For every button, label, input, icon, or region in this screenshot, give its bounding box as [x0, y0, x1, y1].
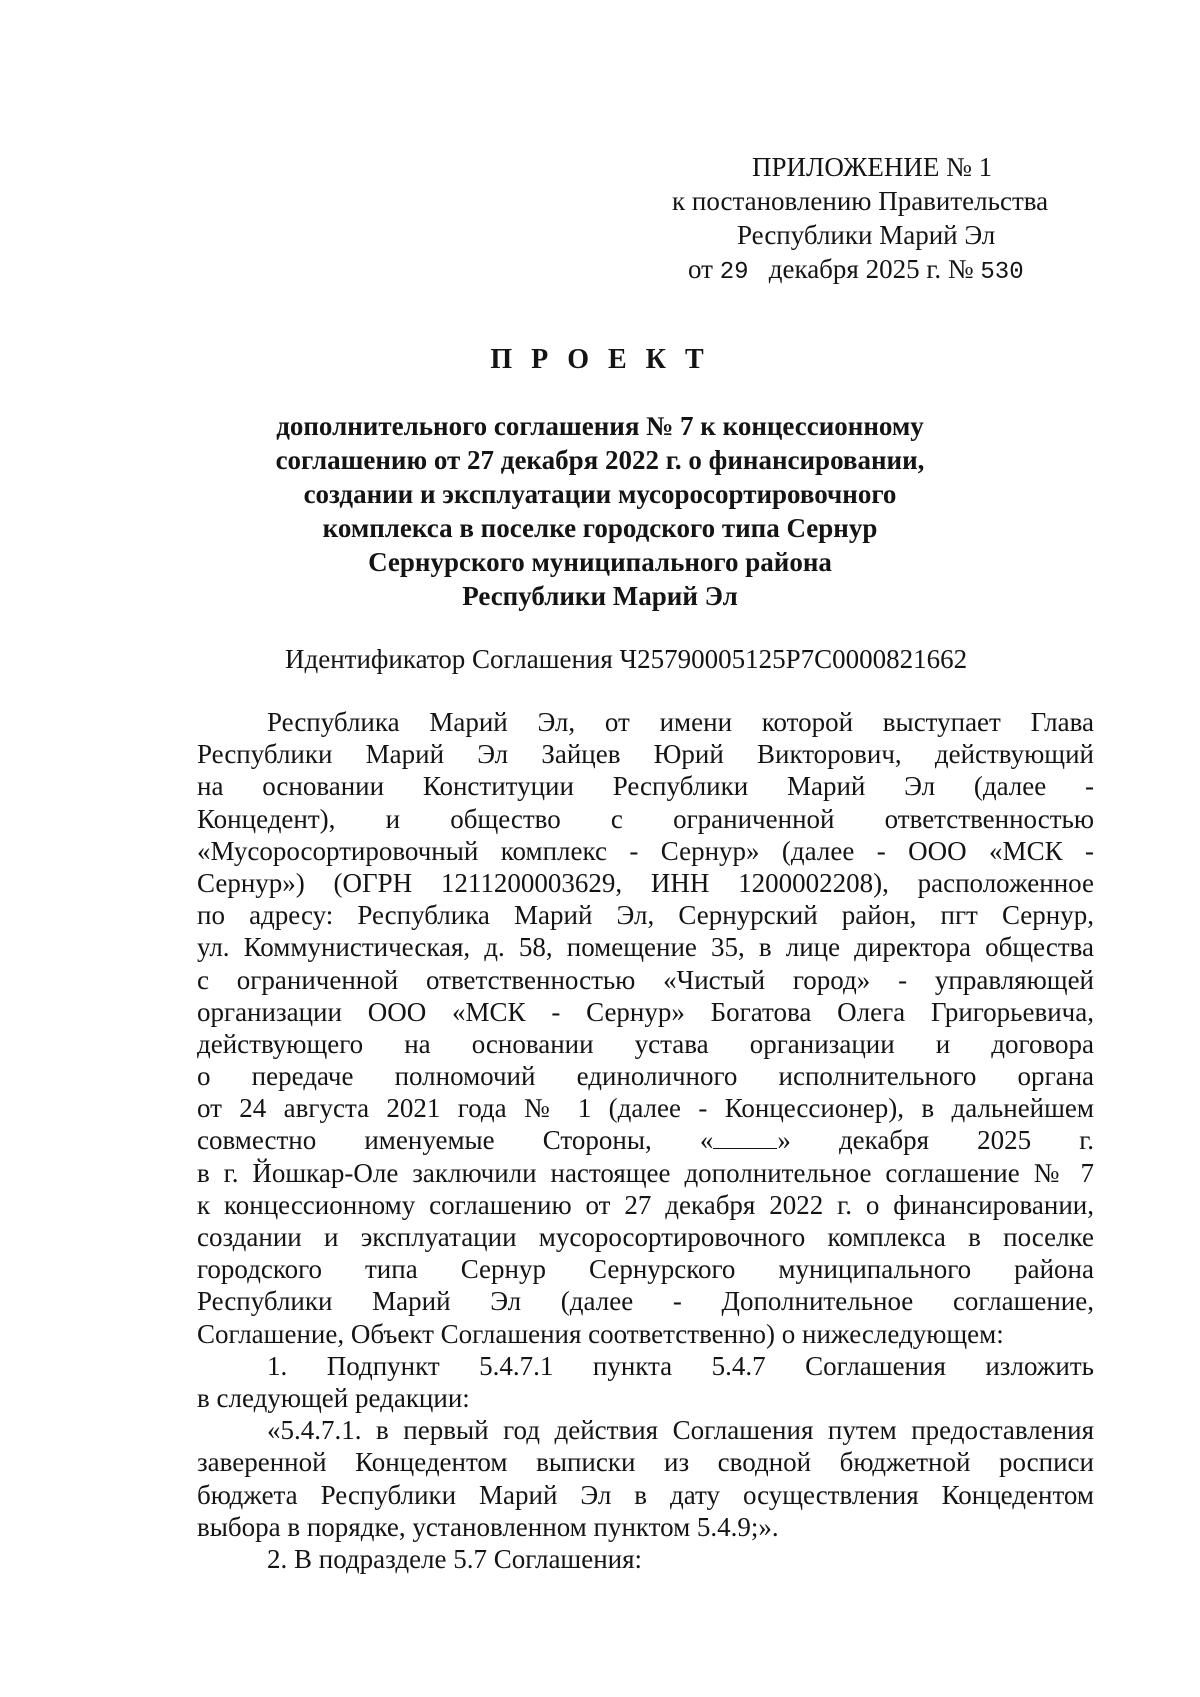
- body-line: к концессионному соглашению от 27 декабря 2022 г. о финансировании,: [197, 1189, 1094, 1220]
- body-line: в г. Йошкар-Оле заключили настоящее дополнительное соглашение № 7: [197, 1157, 1094, 1188]
- project-title: П Р О Е К Т: [490, 344, 710, 375]
- item-2-line: 2. В подразделе 5.7 Соглашения:: [267, 1543, 643, 1574]
- body-line: организации ООО «МСК - Сернур» Богатова Олега Григорьевича,: [197, 996, 1094, 1027]
- date-word: декабря: [838, 1125, 930, 1156]
- date-prefix: от: [688, 254, 713, 284]
- date-word: 2025 г.: [977, 1125, 1095, 1156]
- date-word: Стороны,: [542, 1125, 652, 1156]
- body-line-last: Соглашение, Объект Соглашения соответственно) о нижеследующем:: [197, 1318, 1004, 1349]
- date-word: совместно: [197, 1125, 317, 1156]
- body-line: Республики Марий Эл Зайцев Юрий Викторович, действующий: [197, 739, 1094, 770]
- date-month-year: декабря 2025 г. №: [768, 254, 974, 284]
- body-line: от 24 августа 2021 года № 1 (далее - Концессионер), в дальнейшем: [197, 1093, 1094, 1124]
- signing-date-line: [197, 1124, 1094, 1156]
- subject-line: Сернурского муниципального района: [368, 547, 832, 577]
- body-line: с ограниченной ответственностью «Чистый город» - управляющей: [197, 964, 1094, 995]
- item-1-line: 1. Подпункт 5.4.7.1 пункта 5.4.7 Соглашения изложить: [267, 1350, 1094, 1381]
- subject-line: Республики Марий Эл: [462, 581, 738, 611]
- body-line: на основании Конституции Республики Марий Эл (далее -: [197, 771, 1094, 802]
- quote-line-last: выбора в порядке, установленном пунктом 5.4.9;».: [197, 1511, 779, 1542]
- subject-line: создании и эксплуатации мусоросортировочного: [303, 479, 897, 509]
- body-line: создании и эксплуатации мусоросортировочного комплекса в поселке: [197, 1222, 1094, 1252]
- decree-number: 530: [980, 259, 1024, 286]
- agreement-identifier: Идентификатор Соглашения Ч25790005125Р7С0000821662: [285, 644, 968, 674]
- quote-line: заверенной Концедентом выписки из сводной бюджетной росписи: [197, 1447, 1094, 1478]
- quote-line: бюджета Республики Марий Эл в дату осуществления Концедентом: [197, 1479, 1094, 1510]
- open-quote: «: [699, 1125, 714, 1156]
- day-blank-line: [713, 1128, 777, 1149]
- subject-line: комплекса в поселке городского типа Сернур: [322, 513, 878, 543]
- appendix-republic: Республики Марий Эл: [737, 220, 996, 250]
- date-word: именуемые: [364, 1125, 495, 1156]
- close-quote: »: [777, 1125, 791, 1156]
- appendix-header: [672, 150, 1092, 290]
- body-line: Республика Марий Эл, от имени которой выступает Глава: [267, 707, 1094, 737]
- quote-line: «5.4.7.1. в первый год действия Соглашения путем предоставления: [267, 1415, 1094, 1446]
- appendix-date-line: [672, 252, 1092, 290]
- appendix-decree-ref: к постановлению Правительства: [672, 186, 1049, 216]
- body-line: о передаче полномочий единоличного исполнительного органа: [197, 1061, 1094, 1092]
- appendix-number: ПРИЛОЖЕНИЕ № 1: [752, 152, 993, 182]
- body-line: действующего на основании устава организации и договора: [197, 1028, 1094, 1059]
- agreement-subject: [0, 409, 1200, 613]
- day-blank: [700, 1125, 791, 1155]
- body-line: по адресу: Республика Марий Эл, Сернурский район, пгт Сернур,: [197, 900, 1094, 931]
- body-line: городского типа Сернур Сернурского муниципального района: [197, 1254, 1094, 1285]
- item-1-line-last: в следующей редакции:: [197, 1382, 470, 1413]
- agreement-body: [197, 706, 1094, 1575]
- subject-line: соглашению от 27 декабря 2022 г. о финансировании,: [275, 445, 925, 475]
- subject-line: дополнительного соглашения № 7 к концессионному: [276, 411, 924, 441]
- body-line: Концедент), и общество с ограниченной ответственностью: [197, 803, 1094, 834]
- date-day: 29: [719, 259, 749, 286]
- body-line: Республики Марий Эл (далее - Дополнительное соглашение,: [197, 1286, 1094, 1317]
- body-line: Сернур») (ОГРН 1211200003629, ИНН 1200002208), расположенное: [197, 867, 1094, 898]
- body-line: «Мусоросортировочный комплекс - Сернур» (далее - ООО «МСК -: [197, 835, 1094, 866]
- body-line: ул. Коммунистическая, д. 58, помещение 35, в лице директора общества: [197, 932, 1094, 963]
